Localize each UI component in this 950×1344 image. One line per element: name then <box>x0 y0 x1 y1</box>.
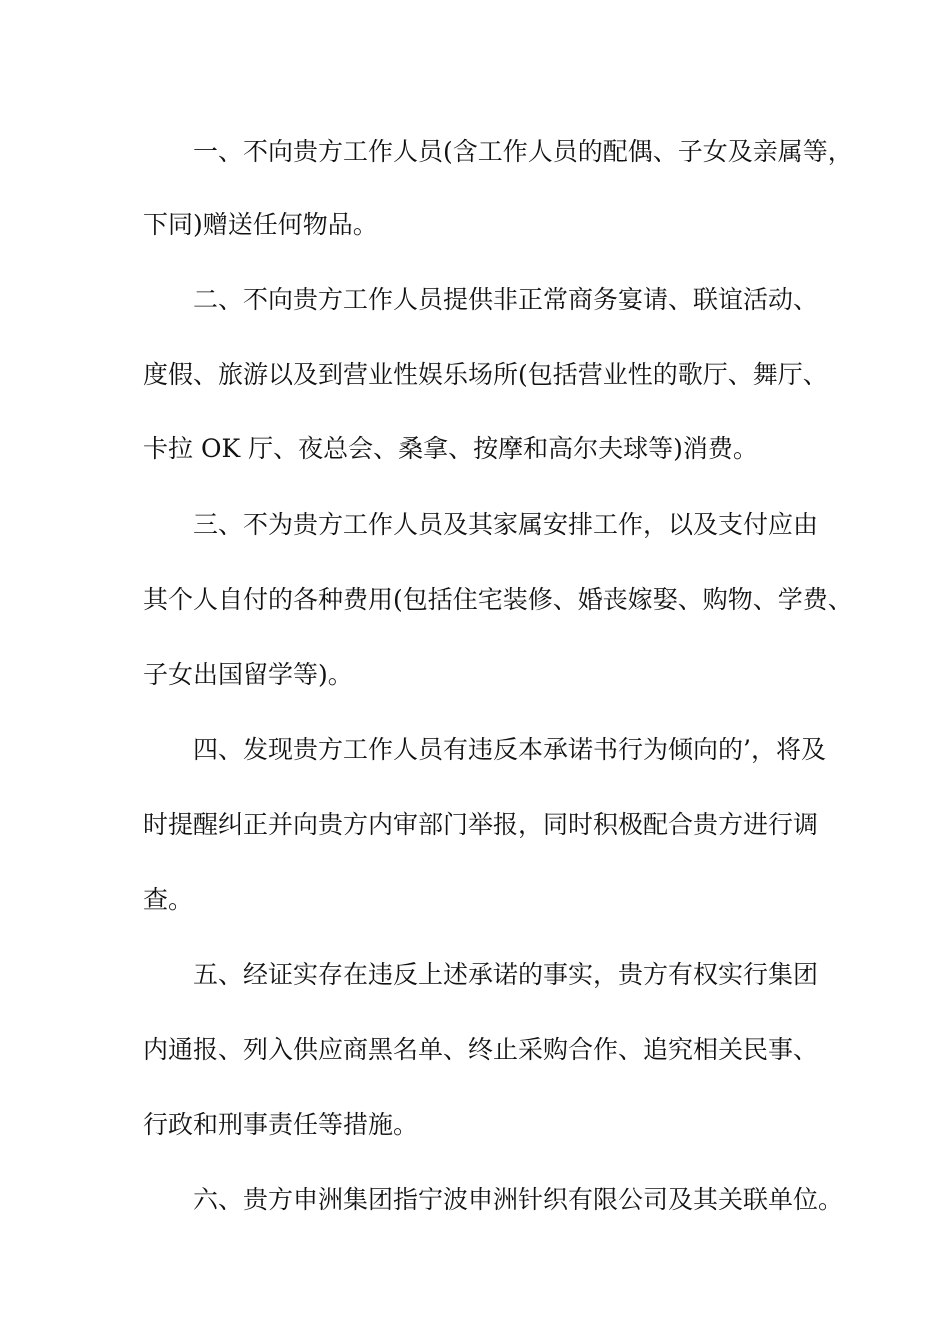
clause-4-line-1: 四、发现贵方工作人员有违反本承诺书行为倾向的’，将及 <box>193 735 826 764</box>
clause-5-line-1: 五、经证实存在违反上述承诺的事实，贵方有权实行集团 <box>193 960 819 989</box>
clause-3-line-1: 三、不为贵方工作人员及其家属安排工作，以及支付应由 <box>193 510 819 539</box>
clause-2-line-2: 度假、旅游以及到营业性娱乐场所(包括营业性的歌厅、舞厅、 <box>143 360 828 389</box>
clause-4-line-3: 查。 <box>143 885 194 914</box>
clause-2-line-1: 二、不向贵方工作人员提供非正常商务宴请、联谊活动、 <box>193 285 819 314</box>
clause-3-line-3: 子女出国留学等)。 <box>143 660 353 689</box>
clause-5-line-3: 行政和刑事责任等措施。 <box>143 1110 419 1139</box>
clause-2-line-3: 卡拉 OK 厅、夜总会、桑拿、按摩和高尔夫球等)消费。 <box>143 434 758 463</box>
clause-5-line-2: 内通报、列入供应商黑名单、终止采购合作、追究相关民事、 <box>143 1035 819 1064</box>
clause-1-line-2: 下同)赠送任何物品。 <box>143 210 378 239</box>
clause-4-line-2: 时提醒纠正并向贵方内审部门举报，同时积极配合贵方进行调 <box>143 810 819 839</box>
clause-1-line-1: 一、不向贵方工作人员(含工作人员的配偶、子女及亲属等， <box>193 137 853 166</box>
clause-6-line-1: 六、贵方申洲集团指宁波申洲针织有限公司及其关联单位。 <box>193 1185 844 1214</box>
clause-3-line-2: 其个人自付的各种费用(包括住宅装修、婚丧嫁娶、购物、学费、 <box>143 585 853 614</box>
